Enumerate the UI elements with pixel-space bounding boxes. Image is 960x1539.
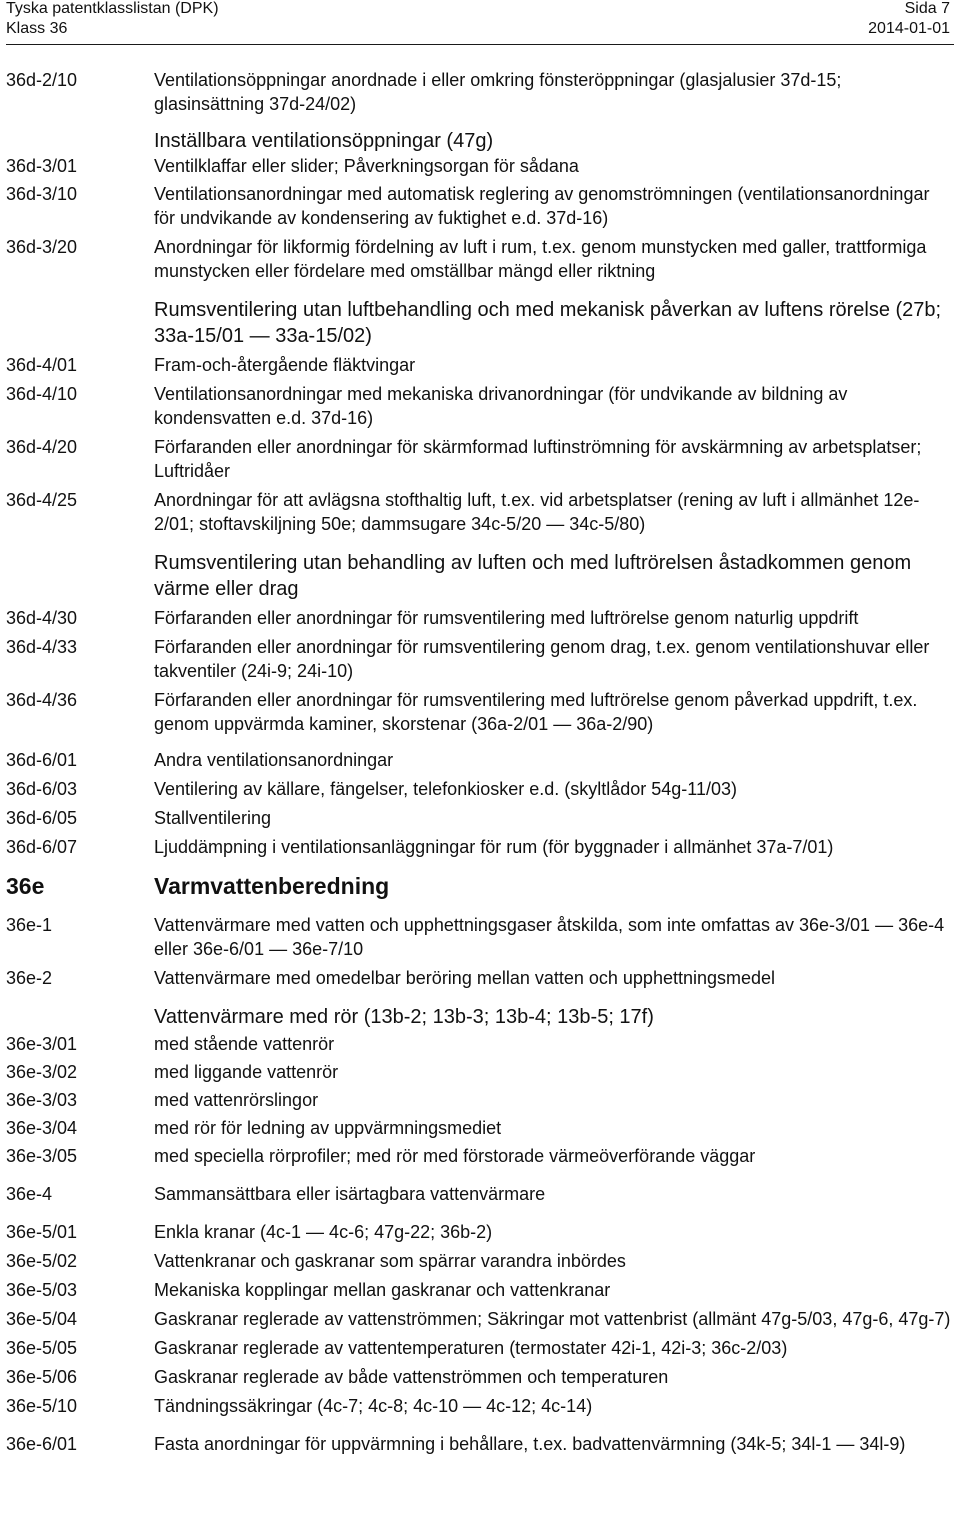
entry-text: Tändningssäkringar (4c-7; 4c-8; 4c-10 — 4c-12; 4c-14) bbox=[154, 1396, 593, 1416]
page-number: Sida 7 bbox=[904, 0, 950, 17]
entry-text: Ventilationsanordningar med mekaniska drivanordningar (för undvikande av bildning av kondensvatten e.d. 37d-16) bbox=[154, 384, 848, 428]
entry-text: med liggande vattenrör bbox=[154, 1062, 339, 1082]
entry-text: Vattenvärmare med omedelbar beröring mellan vatten och upphettningsmedel bbox=[154, 968, 776, 988]
entry-code: 36e-5/06 bbox=[6, 1367, 78, 1387]
list-item bbox=[6, 1365, 954, 1389]
list-item bbox=[6, 1307, 954, 1331]
entry-text: med rör för ledning av uppvärmningsmediet bbox=[154, 1118, 502, 1138]
entry-code: 36e-3/01 bbox=[6, 1034, 78, 1054]
entry-text: Vattenkranar och gaskranar som spärrar varandra inbördes bbox=[154, 1251, 626, 1271]
entry-code: 36d-4/33 bbox=[6, 637, 78, 657]
entry-code: 36d-3/10 bbox=[6, 184, 78, 204]
entry-code: 36d-4/25 bbox=[6, 490, 78, 510]
class-label: Klass 36 bbox=[6, 20, 68, 37]
entry-text: Ventilering av källare, fängelser, telefonkiosker e.d. (skyltlådor 54g-11/03) bbox=[154, 779, 737, 799]
entry-code: 36d-2/10 bbox=[6, 70, 78, 90]
entry-text: med speciella rörprofiler; med rör med förstorade värmeöverförande väggar bbox=[154, 1146, 756, 1166]
entry-code: 36e-5/02 bbox=[6, 1251, 78, 1271]
entry-text: Andra ventilationsanordningar bbox=[154, 750, 394, 770]
class-code: 36e bbox=[6, 873, 45, 899]
list-item bbox=[6, 353, 954, 377]
section-heading: Inställbara ventilationsöppningar (47g) bbox=[154, 130, 494, 152]
list-item bbox=[6, 777, 954, 801]
section-heading: Rumsventilering utan behandling av luften och med luftrörelsen åstadkommen genom värme eller drag bbox=[154, 552, 912, 600]
list-item bbox=[6, 235, 954, 283]
entry-text: med vattenrörslingor bbox=[154, 1090, 319, 1110]
entry-code: 36d-6/07 bbox=[6, 837, 78, 857]
list-item bbox=[6, 635, 954, 683]
document-title: Tyska patentklasslistan (DPK) bbox=[6, 0, 219, 17]
entry-text: Förfaranden eller anordningar för rumsventilering genom drag, t.ex. genom ventilationshuvar eller takventiler (24i-9; 24i-10) bbox=[154, 637, 930, 681]
entry-code: 36d-6/01 bbox=[6, 750, 78, 770]
list-item bbox=[6, 1182, 954, 1206]
entry-text: Stallventilering bbox=[154, 808, 272, 828]
entry-text: Gaskranar reglerade av vattentemperaturen (termostater 42i-1, 42i-3; 36c-2/03) bbox=[154, 1338, 788, 1358]
entry-code: 36d-4/01 bbox=[6, 355, 78, 375]
document-date: 2014-01-01 bbox=[868, 20, 950, 37]
list-item bbox=[6, 154, 954, 178]
entry-code: 36e-1 bbox=[6, 915, 53, 935]
entry-code: 36e-4 bbox=[6, 1184, 53, 1204]
list-item bbox=[6, 1336, 954, 1360]
entry-text: Fram-och-återgående fläktvingar bbox=[154, 355, 416, 375]
entry-code: 36d-3/01 bbox=[6, 156, 78, 176]
list-item bbox=[6, 68, 954, 116]
list-item bbox=[6, 182, 954, 230]
entry-code: 36e-3/02 bbox=[6, 1062, 78, 1082]
entry-text: Gaskranar reglerade av både vattenströmmen och temperaturen bbox=[154, 1367, 669, 1387]
list-item bbox=[6, 748, 954, 772]
page-header bbox=[6, 0, 954, 45]
entry-text: Ventilationsöppningar anordnade i eller omkring fönsteröppningar (glasjalusier 37d-15; glasinsättning 37d-24/02) bbox=[154, 70, 842, 114]
list-item bbox=[6, 835, 954, 859]
list-item bbox=[6, 1032, 954, 1056]
list-item bbox=[6, 1249, 954, 1273]
entry-code: 36e-5/03 bbox=[6, 1280, 78, 1300]
list-item bbox=[6, 1116, 954, 1140]
entry-text: Ventilklaffar eller slider; Påverkningsorgan för sådana bbox=[154, 156, 579, 176]
classification-list bbox=[6, 68, 954, 1456]
entry-code: 36e-5/10 bbox=[6, 1396, 78, 1416]
entry-code: 36e-3/04 bbox=[6, 1118, 78, 1138]
list-item bbox=[6, 1144, 954, 1168]
entry-text: Förfaranden eller anordningar för rumsventilering med luftrörelse genom naturlig uppdrift bbox=[154, 608, 859, 628]
list-item bbox=[6, 488, 954, 536]
entry-code: 36d-4/20 bbox=[6, 437, 78, 457]
entry-code: 36d-4/36 bbox=[6, 690, 78, 710]
entry-text: Anordningar för likformig fördelning av luft i rum, t.ex. genom munstycken med galler, trattformiga munstycken eller fördelare med omställbar mängd eller riktning bbox=[154, 237, 927, 281]
entry-text: Enkla kranar (4c-1 — 4c-6; 47g-22; 36b-2) bbox=[154, 1222, 493, 1242]
entry-code: 36d-6/03 bbox=[6, 779, 78, 799]
entry-code: 36e-5/04 bbox=[6, 1309, 78, 1329]
entry-code: 36e-5/01 bbox=[6, 1222, 78, 1242]
list-item bbox=[6, 382, 954, 430]
entry-text: Gaskranar reglerade av vattenströmmen; Säkringar mot vattenbrist (allmänt 47g-5/03, 47g-6, 47g-7) bbox=[154, 1309, 951, 1329]
entry-code: 36e-5/05 bbox=[6, 1338, 78, 1358]
list-item bbox=[6, 1060, 954, 1084]
entry-text: Vattenvärmare med vatten och upphettningsgaser åtskilda, som inte omfattas av 36e-3/01 — 36e-4 eller 36e-6/01 — 36e-7/10 bbox=[154, 915, 945, 959]
entry-code: 36d-3/20 bbox=[6, 237, 78, 257]
entry-code: 36d-6/05 bbox=[6, 808, 78, 828]
entry-text: Förfaranden eller anordningar för rumsventilering med luftrörelse genom påverkad uppdrift, t.ex. genom uppvärmda kaminer, skorstenar (36a-2/01 — 36a-2/90) bbox=[154, 690, 918, 734]
entry-text: Ljuddämpning i ventilationsanläggningar för rum (för byggnader i allmänhet 37a-7/01) bbox=[154, 837, 834, 857]
entry-text: Fasta anordningar för uppvärmning i behållare, t.ex. badvattenvärmning (34k-5; 34l-1 — 34l-9) bbox=[154, 1434, 906, 1454]
list-item bbox=[6, 913, 954, 961]
entry-text: med stående vattenrör bbox=[154, 1034, 335, 1054]
list-item bbox=[6, 1432, 954, 1456]
entry-text: Mekaniska kopplingar mellan gaskranar och vattenkranar bbox=[154, 1280, 611, 1300]
entry-text: Anordningar för att avlägsna stofthaltig luft, t.ex. vid arbetsplatser (rening av luft i allmänhet 12e-2/01; stoftavskiljning 50e; dammsugare 34c-5/20 — 34c-5/80) bbox=[154, 490, 920, 534]
list-item bbox=[6, 606, 954, 630]
list-item bbox=[6, 806, 954, 830]
entry-code: 36e-6/01 bbox=[6, 1434, 78, 1454]
list-item bbox=[6, 1394, 954, 1418]
list-item bbox=[6, 1220, 954, 1244]
entry-text: Ventilationsanordningar med automatisk reglering av genomströmningen (ventilationsanordningar för undvikande av kondensering av fuktighet e.d. 37d-16) bbox=[154, 184, 930, 228]
list-item bbox=[6, 688, 954, 736]
list-item bbox=[6, 1088, 954, 1112]
list-item bbox=[6, 435, 954, 483]
entry-code: 36e-3/03 bbox=[6, 1090, 78, 1110]
class-title: Varmvattenberedning bbox=[154, 873, 390, 899]
section-heading: Vattenvärmare med rör (13b-2; 13b-3; 13b-4; 13b-5; 17f) bbox=[154, 1006, 654, 1028]
entry-text: Förfaranden eller anordningar för skärmformad luftinströmning för avskärmning av arbetsplatser; Luftridåer bbox=[154, 437, 922, 481]
list-item bbox=[6, 966, 954, 990]
class-heading bbox=[6, 871, 954, 901]
entry-code: 36e-3/05 bbox=[6, 1146, 78, 1166]
entry-text: Sammansättbara eller isärtagbara vattenvärmare bbox=[154, 1184, 546, 1204]
entry-code: 36d-4/10 bbox=[6, 384, 78, 404]
entry-code: 36e-2 bbox=[6, 968, 53, 988]
list-item bbox=[6, 1278, 954, 1302]
section-heading: Rumsventilering utan luftbehandling och med mekanisk påverkan av luftens rörelse (27b; 33a-15/01 — 33a-15/02) bbox=[154, 299, 942, 347]
entry-code: 36d-4/30 bbox=[6, 608, 78, 628]
